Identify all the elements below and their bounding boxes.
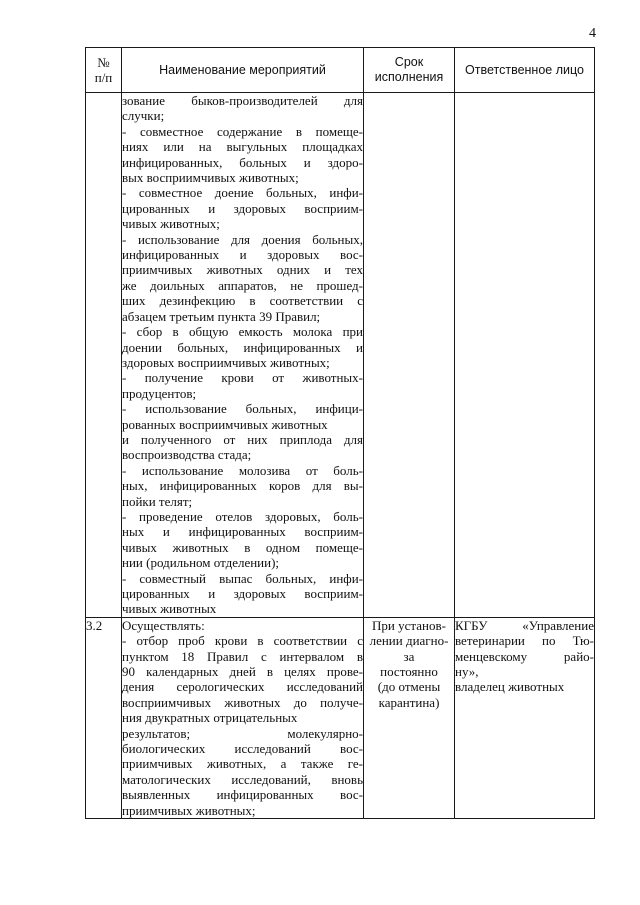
measure-line: - использование больных, инфици- [122, 401, 363, 417]
measure-line: - получение крови от животных- [122, 370, 363, 386]
measure-line: 90 календарных дней в целях прове- [122, 664, 363, 680]
term-cell [364, 617, 455, 818]
measure-line: вых восприимчивых животных; [122, 170, 299, 186]
measure-line: зование быков-производителей для [122, 93, 363, 108]
responsible-line: менцевскому райо- [455, 648, 594, 664]
measure-line: доении больных, инфицированных и [122, 339, 363, 355]
responsible-line: КГБУ «Управление [455, 617, 594, 633]
measure-line: чивых животных [122, 601, 217, 617]
measure-line: пунктом 18 Правил с интервалом в [122, 648, 363, 664]
measure-line: - совместный выпас больных, инфи- [122, 570, 363, 586]
term-line: карантина) [378, 694, 440, 710]
measures-table [85, 47, 595, 819]
measure-line: пойки телят; [122, 493, 193, 509]
responsible-cell [455, 93, 595, 618]
measure-line: нии (родильном отделении); [122, 555, 280, 571]
term-line: за [403, 648, 415, 664]
term-cell [364, 93, 455, 618]
row-number: 3.2 [86, 617, 103, 633]
page-number: 4 [589, 26, 596, 41]
table-row [86, 617, 595, 818]
measure-line: приимчивых животных, а также ге- [122, 756, 363, 772]
measure-line: - использование молозива от боль- [122, 462, 363, 478]
responsible-line: владелец животных [455, 679, 565, 695]
term-line: (до отмены [377, 679, 441, 695]
measure-line: ных, инфицированных коров для вы- [122, 478, 363, 494]
measure-line: - отбор проб крови в соответствии с [122, 633, 363, 649]
measure-cell [122, 93, 364, 618]
measure-line: ниях или на выгульных площадках [122, 139, 363, 155]
header-name [122, 48, 364, 93]
measure-line: Осуществлять: [122, 617, 205, 633]
row-number-cell [86, 617, 122, 818]
measure-line: восприимчивых животных до получе- [122, 694, 363, 710]
measure-line: цированных и здоровых восприим- [122, 200, 363, 216]
measure-line: продуцентов; [122, 385, 197, 401]
responsible-line: ветеринарии по Тю- [455, 633, 594, 649]
responsible-cell [455, 617, 595, 818]
measure-line: приимчивых животных; [122, 802, 256, 818]
responsible-line: ну», [455, 664, 479, 680]
header-responsible-label: Ответственное лицо [465, 63, 584, 77]
header-responsible [455, 48, 595, 93]
measure-line: воспроизводства стада; [122, 447, 252, 463]
measure-line: - сбор в общую емкость молока при [122, 324, 363, 340]
term-line: лении диагно- [369, 633, 449, 649]
row-number-cell [86, 93, 122, 618]
header-term [364, 48, 455, 93]
measure-line: случки; [122, 108, 165, 124]
table-header-row [86, 48, 595, 93]
measure-line: ния двукратных отрицательных [122, 710, 298, 726]
measure-line: рованных восприимчивых животных [122, 416, 328, 432]
header-name-label: Наименование мероприятий [159, 63, 326, 77]
term-line: постоянно [380, 664, 438, 680]
measure-line: цированных и здоровых восприим- [122, 586, 363, 601]
header-num-label: № п/п [94, 55, 113, 85]
measure-line: приимчивых животных одних и тех [122, 262, 363, 278]
measure-line: результатов; молекулярно- [122, 725, 363, 741]
measure-line: - проведение отелов здоровых, боль- [122, 508, 363, 524]
measure-line: ных и инфицированных восприим- [122, 524, 363, 540]
measure-line: - использование для доения больных, [122, 231, 363, 247]
measure-line: чивых животных в одном помеще- [122, 539, 363, 555]
measure-line: дения серологических исследований [122, 679, 363, 695]
measure-line: ших дезинфекцию в соответствии с [122, 293, 363, 309]
table-row [86, 93, 595, 618]
measure-line: - совместное доение больных, инфи- [122, 185, 363, 201]
measure-line: абзацем третьим пункта 39 Правил; [122, 308, 321, 324]
measure-line: и полученного от них приплода для [122, 431, 363, 447]
header-num [86, 48, 122, 93]
measure-line: выявленных инфицированных вос- [122, 787, 363, 803]
measure-line: инфицированных и здоровых вос- [122, 247, 363, 263]
measure-line: чивых животных; [122, 216, 220, 232]
measure-line: здоровых восприимчивых животных; [122, 354, 330, 370]
measure-line: - совместное содержание в помеще- [122, 123, 363, 139]
measure-cell [122, 617, 364, 818]
header-term-label: Срок исполнения [374, 55, 444, 84]
term-line: При установ- [372, 617, 446, 633]
measure-line: матологических исследований, вновь [122, 771, 363, 787]
measure-line: инфицированных, больных и здоро- [122, 154, 363, 170]
measure-line: же доильных аппаратов, не прошед- [122, 277, 363, 293]
measure-line: биологических исследований вос- [122, 741, 363, 757]
